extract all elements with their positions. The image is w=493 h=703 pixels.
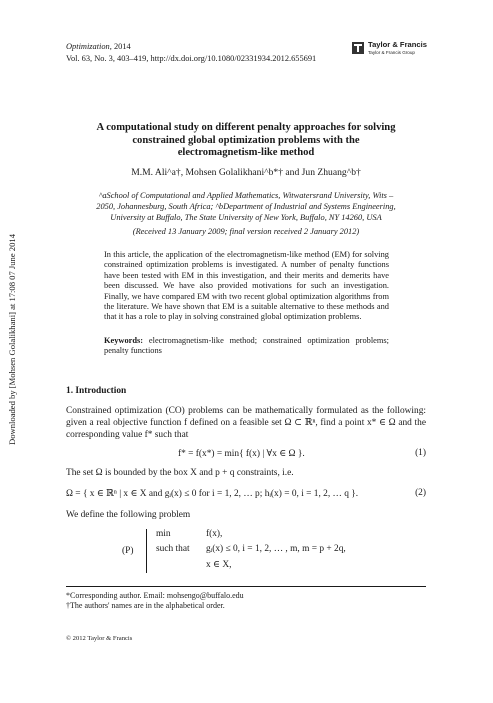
title-line-2: constrained global optimization problems with the [132, 134, 360, 146]
publisher-text [368, 41, 427, 57]
intro-paragraph-2: The set Ω is bounded by the box X and p + q constraints, i.e. [66, 468, 294, 478]
title-line-3: electromagnetism-like method [177, 147, 315, 159]
journal-citation: Vol. 63, No. 3, 403–419, http://dx.doi.org/10.1080/02331934.2012.655691 [66, 53, 317, 63]
footnote-corresponding: *Corresponding author. Email: mohsengo@buffalo.edu [66, 591, 244, 600]
equation-1-number: (1) [415, 448, 426, 458]
problem-objective: f(x), [206, 529, 223, 539]
publisher-group: Taylor & Francis Group [368, 50, 415, 55]
publisher-emblem-icon [351, 41, 365, 55]
problem-domain: x ∈ X, [206, 560, 232, 570]
article-title [66, 122, 426, 160]
received-dates: (Received 13 January 2009; final version received 2 January 2012) [132, 227, 360, 236]
journal-name-line [66, 41, 316, 53]
journal-header [66, 41, 316, 64]
keywords-list: electromagnetism-like method; constrained optimization problems; penalty functions [104, 336, 389, 356]
affil-line-3: University at Buffalo, The State University of New York, Buffalo, NY 14260, USA [110, 213, 382, 222]
footnote-rule [66, 586, 426, 587]
download-watermark: Downloaded by [Mohsen Golalikhani] at 17:08 07 June 2014 [7, 234, 17, 445]
affiliations [70, 190, 422, 223]
affil-line-1: ^aSchool of Computational and Applied Mathematics, Witwatersrand University, Wits – [98, 191, 394, 200]
copyright-notice: © 2012 Taylor & Francis [66, 635, 133, 642]
problem-brace [146, 529, 153, 573]
journal-name: Optimization [66, 42, 110, 51]
keywords [104, 336, 389, 357]
section-heading: 1. Introduction [66, 386, 127, 396]
publisher-name: Taylor & Francis [368, 40, 427, 49]
equation-1-body: f* = f(x*) = min{ f(x) | ∀x ∈ Ω }. [178, 449, 305, 459]
author-list: M.M. Ali^a†, Mohsen Golalikhani^b*† and Jun Zhuang^b† [131, 167, 361, 178]
keywords-label: Keywords: [104, 336, 144, 345]
affil-line-2: 2050, Johannesburg, South Africa; ^bDepartment of Industrial and Systems Engineering, [96, 202, 396, 211]
intro-paragraph-1: Constrained optimization (CO) problems can be mathematically formulated as the following: given a real objective function f defined on a feasible set Ω ⊂ ℝⁿ, find a point x* ∈ Ω and the corresponding value f* such that [66, 406, 426, 440]
footnote-alphabetical: †The authors' names are in the alphabetical order. [66, 601, 225, 610]
problem-label: (P) [122, 546, 134, 556]
problem-constraint: gᵢ(x) ≤ 0, i = 1, 2, … , m, m = p + 2q, [206, 544, 346, 554]
publisher-logo [351, 41, 427, 57]
journal-year: , 2014 [109, 42, 131, 51]
intro-paragraph-3: We define the following problem [66, 510, 191, 520]
problem-min: min [156, 529, 171, 539]
equation-2-number: (2) [415, 488, 426, 498]
equation-2-body: Ω = { x ∈ ℝⁿ | x ∈ X and gᵢ(x) ≤ 0 for i = 1, 2, … p; hᵢ(x) = 0, i = 1, 2, … q }. [66, 489, 359, 499]
problem-such-that: such that [156, 544, 190, 554]
abstract: In this article, the application of the electromagnetism-like method (EM) for solving constrained optimization problems is investigated. A number of penalty functions have been tested with EM in this investigation, and their merits and demerits have been discussed. We have also provided motivations for such an investigation. Finally, we have compared EM with two recent global optimization algorithms from the literature. We have shown that EM is a suitable alternative to these methods and that it has a role to play in solving constrained global optimization problems. [104, 250, 389, 322]
title-line-1: A computational study on different penalty approaches for solving [96, 122, 396, 133]
